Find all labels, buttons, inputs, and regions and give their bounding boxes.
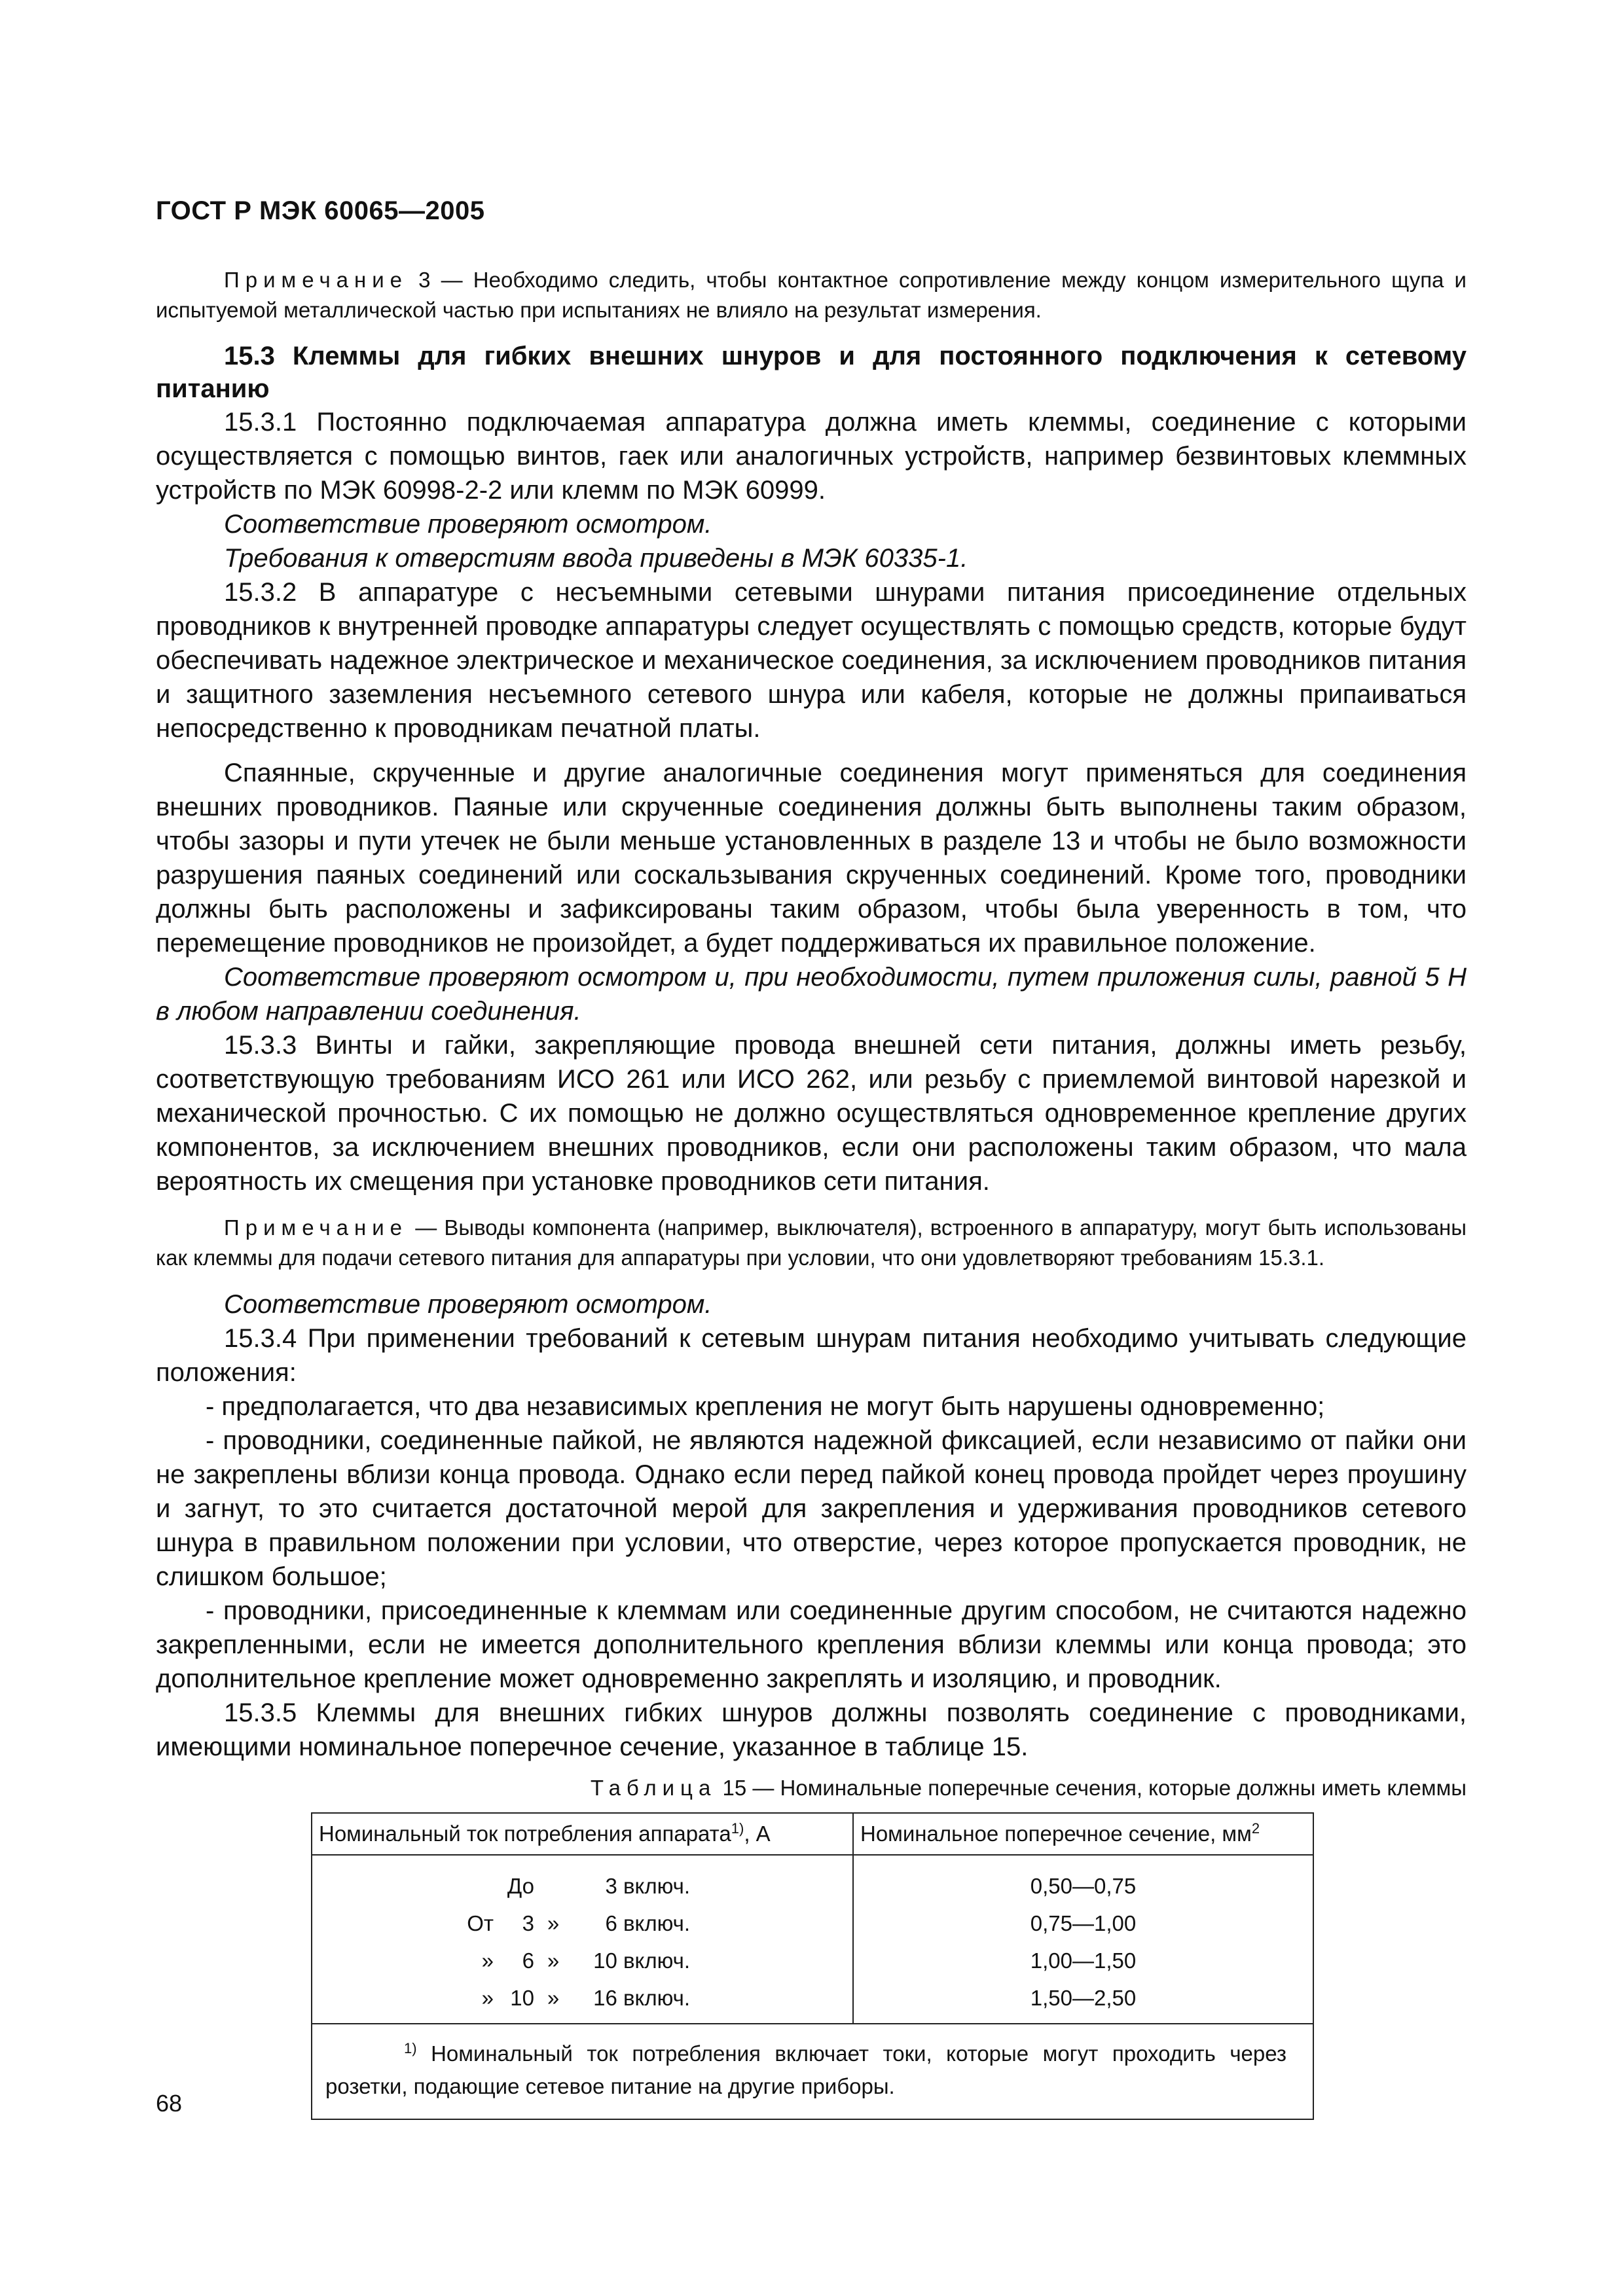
table-cell: 1,00—1,50 (1030, 1948, 1137, 1973)
clause-15-3-4: 15.3.4 При применении требований к сетевым шнурам питания необходимо учитывать следующие положения: (156, 1324, 1467, 1387)
col-header-current: Номинальный ток потребления аппарата$^{1)}$, А (312, 1813, 853, 1855)
table-footnote: $^{1)}$ Номинальный ток потребления включает токи, которые могут проходить через розетки, подающие сетевое питание на другие приборы. (312, 2024, 1313, 2119)
section-heading-15-3: 15.3 Клеммы для гибких внешних шнуров и для постоянного подключения к сетевому питанию (156, 342, 1467, 403)
list-item-1: - предполагается, что два независимых крепления не могут быть нарушены одновременно; (206, 1392, 1325, 1421)
compliance-text-3: Соответствие проверяют осмотром и, при необходимости, путем приложения силы, равной 5 Н в любом направлении соединения. (156, 963, 1467, 1026)
note (156, 1213, 1467, 1273)
compliance-text-4: Соответствие проверяют осмотром. (224, 1290, 712, 1319)
table-row: До 3 включ. (507, 1874, 690, 1898)
table-15 (311, 1812, 1314, 2120)
clause-15-3-3: 15.3.3 Винты и гайки, закрепляющие провода внешней сети питания, должны иметь резьбу, соответствующую требованиям ИСО 261 или ИСО 262, или резьбу с приемлемой винтовой нарезкой и механической прочностью. С их помощью не должно осуществляться одновременное крепление других компонентов, за исключением внешних проводников, если они расположены таким образом, что мала вероятность их смещения при установке проводников сети питания. (156, 1031, 1467, 1196)
note-3-text: 3 — Необходимо следить, чтобы контактное сопротивление между концом измерительного щупа и испытуемой металлической частью при испытаниях не влияло на результат измерения. (156, 268, 1467, 322)
page-number: 68 (156, 2090, 183, 2117)
note-label: Примечание (224, 1215, 409, 1240)
clause-15-3-2: 15.3.2 В аппаратуре с несъемными сетевыми шнурами питания присоединение отдельных проводников к внутренней проводке аппаратуры следует осуществлять с помощью средств, которые будут обеспечивать надежное электрическое и механическое соединения, за исключением проводников питания и защитного заземления несъемного сетевого шнура или кабеля, которые не должны припаиваться непосредственно к проводникам печатной платы. (156, 578, 1467, 743)
col-header-section: Номинальное поперечное сечение, $мм^2$ (853, 1813, 1313, 1855)
table-caption-text: 15 — Номинальные поперечные сечения, которые должны иметь клеммы (716, 1776, 1467, 1800)
document-header: ГОСТ Р МЭК 60065—2005 (156, 196, 485, 225)
note-text: — Выводы компонента (например, выключателя), встроенного в аппаратуру, могут быть использованы как клеммы для подачи сетевого питания для аппаратуры при условии, что они удовлетворяют требованиям 15.3.1. (156, 1215, 1467, 1270)
clause-15-3-2-para-2: Спаянные, скрученные и другие аналогичные соединения могут применяться для соединения внешних проводников. Паяные или скрученные соединения должны быть выполнены таким образом, чтобы зазоры и пути утечек не были меньше установленных в разделе 13 и чтобы не было возможности разрушения паяных соединений или соскальзывания скрученных соединений. Кроме того, проводники должны быть расположены и зафиксированы таким образом, чтобы была уверенность в том, что перемещение проводников не произойдет, а будет поддерживаться их правильное положение. (156, 759, 1467, 958)
table-row: От 3 » 6 включ. (467, 1911, 690, 1935)
clause-15-3-1: 15.3.1 Постоянно подключаемая аппаратура должна иметь клеммы, соединение с которыми осуществляется с помощью винтов, гаек или аналогичных устройств, например безвинтовых клеммных устройств по МЭК 60998-2-2 или клемм по МЭК 60999. (156, 408, 1467, 505)
table-caption (156, 1773, 1467, 1803)
list-item-2: - проводники, соединенные пайкой, не являются надежной фиксацией, если независимо от пайки они не закреплены вблизи конца провода. Однако если перед пайкой конец провода пройдет через проушину и загнут, то это считается достаточной мерой для закрепления и удерживания проводников сетевого шнура в правильном положении при условии, что отверстие, через которое пропускается проводник, не слишком большое; (156, 1426, 1467, 1591)
table-cell: 0,50—0,75 (1030, 1874, 1137, 1898)
page-content (156, 265, 1467, 2120)
current-column (312, 1855, 853, 2024)
section-column (853, 1855, 1313, 2024)
table-row: » 6 » 10 включ. (481, 1948, 690, 1973)
note-3 (156, 265, 1467, 325)
compliance-text-1: Соответствие проверяют осмотром. (224, 510, 712, 539)
table-row: » 10 » 16 включ. (481, 1986, 690, 2010)
table-caption-label: Таблица (590, 1776, 717, 1800)
table-cell: 1,50—2,50 (1030, 1986, 1137, 2010)
table-cell: 0,75—1,00 (1030, 1911, 1137, 1935)
clause-15-3-5: 15.3.5 Клеммы для внешних гибких шнуров должны позволять соединение с проводниками, имеющими номинальное поперечное сечение, указанное в таблице 15. (156, 1698, 1467, 1761)
compliance-text-2: Требования к отверстиям ввода приведены в МЭК 60335-1. (224, 544, 968, 573)
list-item-3: - проводники, присоединенные к клеммам или соединенные другим способом, не считаются надежно закрепленными, если не имеется дополнительного крепления вблизи клеммы или конца провода; это дополнительное крепление может одновременно закреплять и изоляцию, и проводник. (156, 1596, 1467, 1693)
note-3-label: Примечание (224, 268, 409, 292)
